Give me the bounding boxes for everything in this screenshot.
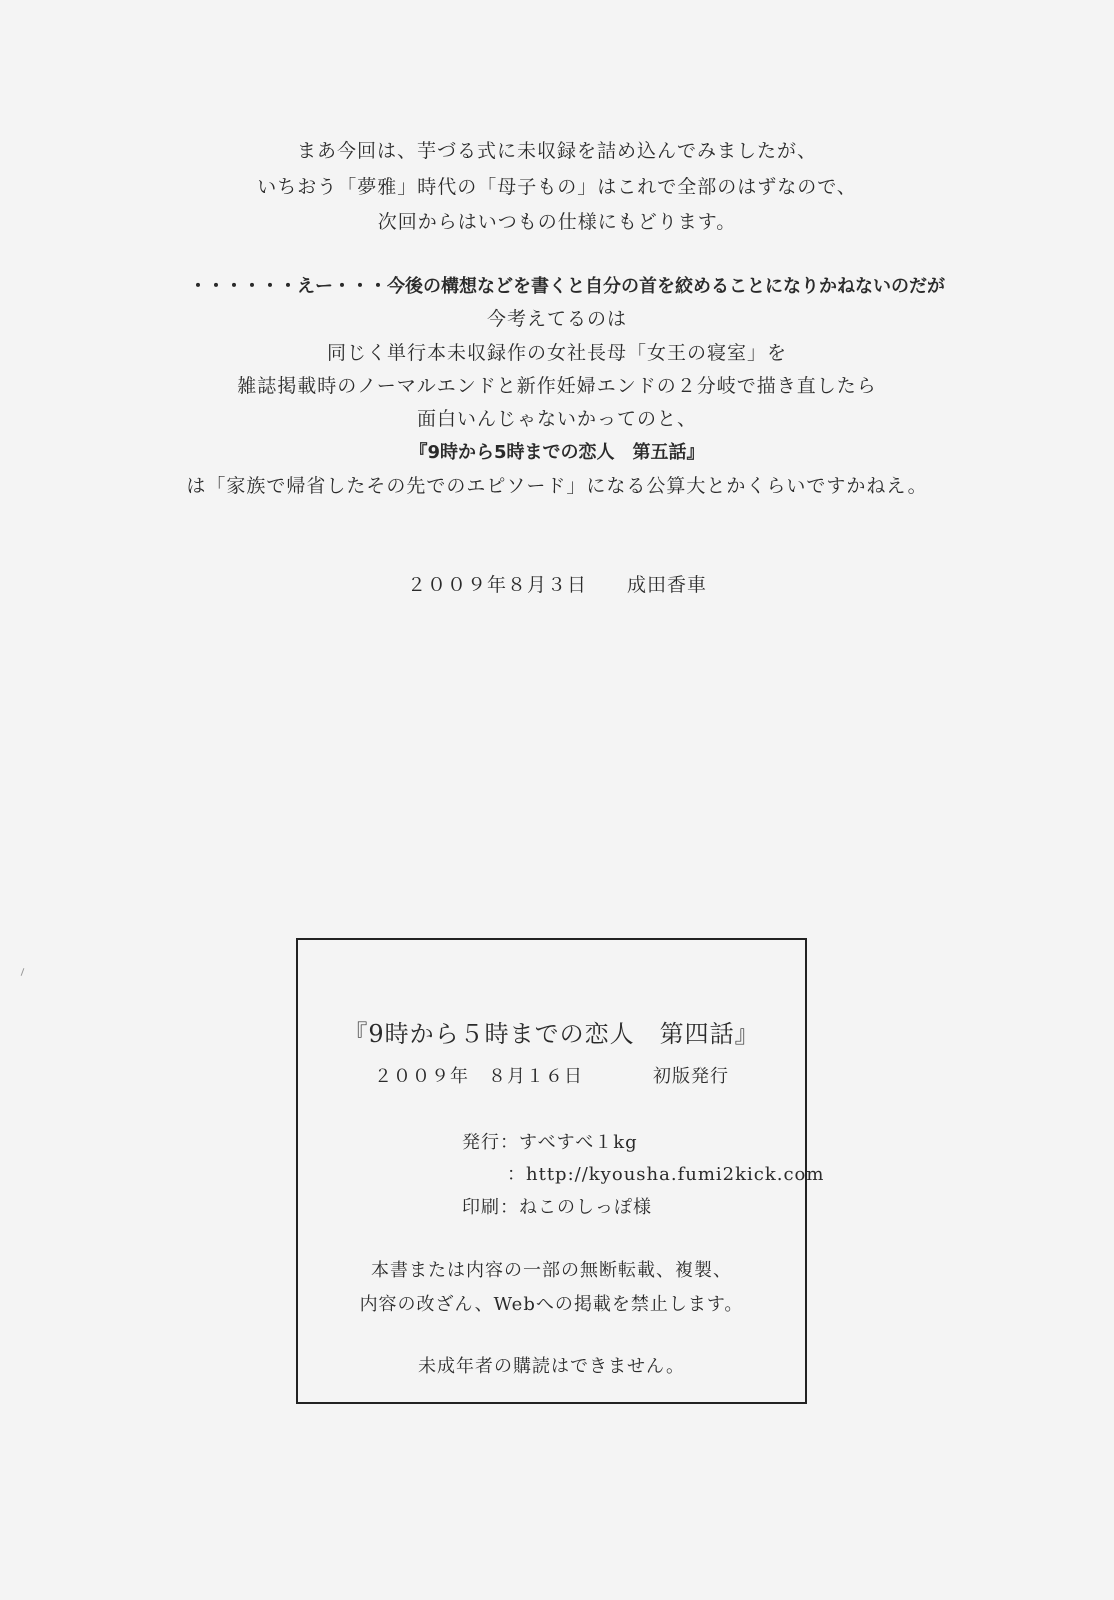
afterword-next-title: 『9時から5時までの恋人 第五話』 bbox=[409, 442, 705, 463]
afterword-signature: ２００９年８月３日 成田香車 bbox=[406, 574, 707, 596]
afterword-line-7: 面白いんじゃないかってのと、 bbox=[416, 408, 697, 430]
colophon-box bbox=[296, 938, 825, 1404]
afterword-line-2: いちおう「夢雅」時代の「母子もの」はこれで全部のはずなので、 bbox=[257, 176, 857, 198]
afterword-line-6: 雑誌掲載時のノーマルエンドと新作妊婦エンドの２分岐で描き直したら bbox=[237, 375, 877, 397]
afterword-line-1: まあ今回は、芋づる式に未収録を詰め込んでみましたが、 bbox=[296, 140, 817, 162]
colophon-printer: 印刷：ねこのしっぽ様 bbox=[462, 1197, 652, 1218]
afterword-bold-line: ・・・・・・えー・・・今後の構想などを書くと自分の首を絞めることになりかねないのだが bbox=[189, 276, 945, 297]
colophon-title: 『9時から５時までの恋人 第四話』 bbox=[343, 1020, 760, 1048]
colophon-publisher: 発行：すべすべ１kg bbox=[462, 1132, 638, 1153]
colophon-url: ：http://kyousha.fumi2kick.com bbox=[507, 1164, 825, 1185]
colophon-notice-1: 本書または内容の一部の無断転載、複製、 bbox=[371, 1260, 732, 1281]
afterword-line-5: 同じく単行本未収録作の女社長母「女王の寝室」を bbox=[326, 342, 787, 364]
scan-speck bbox=[21, 968, 25, 976]
colophon-notice-3: 未成年者の購読はできません。 bbox=[417, 1356, 686, 1377]
afterword-last-line: は「家族で帰省したその先でのエピソード」になる公算大とかくらいですかねえ。 bbox=[186, 475, 928, 497]
colophon-date: ２００９年 ８月１６日 bbox=[374, 1066, 583, 1087]
afterword-line-4: 今考えてるのは bbox=[486, 308, 627, 330]
afterword-line-3: 次回からはいつもの仕様にもどります。 bbox=[377, 211, 737, 233]
colophon-notice-2: 内容の改ざん、Webへの掲載を禁止します。 bbox=[359, 1294, 744, 1315]
colophon-edition: 初版発行 bbox=[653, 1066, 729, 1087]
